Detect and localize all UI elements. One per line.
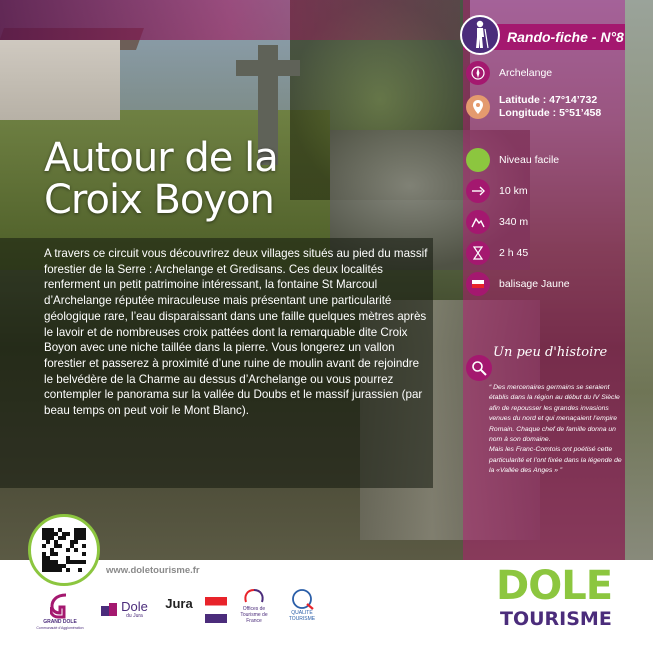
grand-dole-sub: Communauté d'Agglomération <box>36 626 84 630</box>
history-paragraph-2: Mais les Franc-Comtois ont poétisé cette particularité et l’ont fixée dans la légende de la «Vallée des Anges » ” <box>489 446 622 475</box>
offices-name: Offices de Tourisme de France <box>240 606 268 624</box>
grand-dole-name: GRAND DOLE <box>43 619 77 625</box>
longitude: Longitude : 5°51’458 <box>499 107 602 119</box>
series-banner: Rando-fiche - N°8 <box>463 24 625 50</box>
info-marking <box>466 272 570 296</box>
history-text <box>489 383 625 477</box>
distance-arrow-icon <box>466 179 490 203</box>
qualite-tourisme-logo <box>280 588 324 622</box>
dole-jura-logo <box>97 600 152 619</box>
info-place <box>466 61 552 85</box>
trail-marker-icon <box>466 272 490 296</box>
history-heading: Un peu d'histoire <box>493 345 608 360</box>
page-title <box>44 137 364 221</box>
route-description: A travers ce circuit vous découvrirez deux villages situés au pied du massif forestier de la Serre : Archelange et Gredisans. Ces deux localités renferment un petit patrimoine intéressant, la fontaine St Marcoul d’Archelange réputée miraculeuse mais présentant une particularité géologique rare, l’eau disparaissant dans une faille quelques mètres après le lavoir et de nombreuses croix pattées dont la remarquable dite Croix Boyon avec une niche taillée dans la pierre. Vous longerez un vallon forestier et passerez à proximité d’une ruine de moulin avant de rejoindre le belvédère de la Charme au dessus d’Archelange ou vous pourrez contempler le panorama sur la vallée du Doubs et le massif jurassien (par beau temps on peut voir le Mont Blanc). <box>44 247 428 418</box>
qr-code-badge[interactable] <box>28 514 100 586</box>
info-duration <box>466 241 528 265</box>
title-line-1: Autour de la <box>44 135 278 181</box>
magnifier-icon <box>466 355 492 381</box>
history-paragraph-1: “ Des mercenaires germains se seraient établis dans la région au début du IV Siècle afin de repousser les grandes invasions venues du nord et qui menaçaient l’empire Romain. Chaque chef de famille donna un nom à son domaine. <box>489 384 620 444</box>
hiker-icon <box>460 15 500 55</box>
compass-icon <box>466 61 490 85</box>
top-bar <box>0 0 460 40</box>
info-coordinates <box>466 94 601 120</box>
dole-jura-sub: du Jura <box>126 613 143 619</box>
photo-cross-arm <box>236 60 300 76</box>
trail-marking: balisage Jaune <box>499 277 570 290</box>
distance: 10 km <box>499 184 528 197</box>
qr-code-icon[interactable] <box>42 528 86 572</box>
dole-tourisme-logo: DOLE <box>496 563 613 609</box>
coordinates <box>499 94 601 120</box>
offices-tourisme-logo <box>236 588 272 624</box>
dole-jura-name: Dole <box>121 599 148 614</box>
place-name: Archelange <box>499 66 553 79</box>
duration: 2 h 45 <box>499 246 529 259</box>
jura-logo <box>166 597 192 610</box>
grand-dole-logo <box>30 593 90 631</box>
title-line-2: Croix Boyon <box>44 177 274 223</box>
latitude: Latitude : 47°14’732 <box>499 94 598 106</box>
elevation-icon <box>466 210 490 234</box>
jura-name: Jura <box>165 596 193 611</box>
difficulty-level: Niveau facile <box>499 153 560 166</box>
elevation: 340 m <box>499 215 529 228</box>
photo-strip <box>625 0 653 560</box>
photo-house <box>0 40 120 120</box>
location-pin-icon <box>466 95 490 119</box>
dole-tourisme-logo-sub: TOURISME <box>500 608 612 630</box>
website-link[interactable]: www.doletourisme.fr <box>106 565 200 576</box>
info-distance <box>466 179 528 203</box>
info-elevation <box>466 210 528 234</box>
qualite-name: QUALITÉ TOURISME <box>288 610 316 622</box>
art-de-vivre-logo <box>203 597 229 623</box>
info-level <box>466 148 559 172</box>
hourglass-icon <box>466 241 490 265</box>
difficulty-dot-icon <box>466 148 490 172</box>
